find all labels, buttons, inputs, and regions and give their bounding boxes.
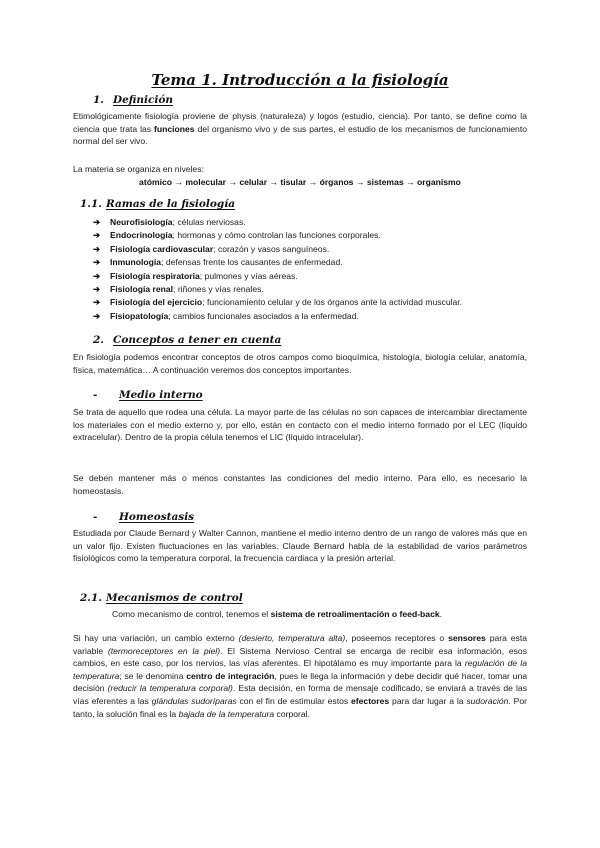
heading-bullet: - xyxy=(93,511,98,523)
arrow-icon: ➔ xyxy=(93,297,101,308)
heading-number: 1. xyxy=(93,94,104,106)
term-funciones: funciones xyxy=(154,123,195,134)
heading-label: Ramas de la fisiología xyxy=(106,198,236,210)
arrow-icon: ➔ xyxy=(93,217,101,227)
heading-medio-interno xyxy=(93,389,203,402)
heading-definicion xyxy=(93,94,173,107)
heading-mecanismos xyxy=(80,592,243,605)
term-centro-integracion: centro de integración xyxy=(186,670,275,681)
term-feedback: sistema de retroalimentación o feed-back xyxy=(270,609,440,619)
ramas-list xyxy=(93,216,523,323)
list-item: ➔ Neurofisiología; células nerviosas. xyxy=(93,217,246,227)
list-item: ➔ Fisiología cardiovascular; corazón y vasos sanguíneos. xyxy=(93,243,330,254)
arrow-icon: ➔ xyxy=(93,230,101,241)
arrow-icon: ➔ xyxy=(93,283,101,294)
heading-homeostasis xyxy=(93,511,194,524)
list-item: ➔ Endocrinología; hormonas y cómo controlan las funciones corporales. xyxy=(93,230,381,241)
niveles-chain: atómico → molecular → celular → tisular → órganos → sistemas → organismo xyxy=(139,177,461,187)
heading-label: Homeostasis xyxy=(119,511,195,523)
heading-label: Conceptos a tener en cuenta xyxy=(113,334,282,346)
heading-label: Medio interno xyxy=(119,389,203,401)
heading-conceptos xyxy=(93,334,281,347)
list-item: ➔ Fisiología del ejercicio; funcionamiento celular y de los órganos ante la actividad muscular. xyxy=(93,297,463,308)
homeostasis-paragraph: Estudiada por Claude Bernard y Walter Cannon, mantiene el medio interno dentro de un rango de valores más que en un valor fijo. Existen fluctuaciones en las variables. Claude Bernard habla de la estabilidad de varios parámetros fisiológicos como la temperatura corporal, la frecuencia cardiaca y la presión arterial. xyxy=(73,528,527,564)
mecanismos-intro: Como mecanismo de control, tenemos el sistema de retroalimentación o feed-back. xyxy=(112,609,443,619)
heading-bullet: - xyxy=(93,389,98,401)
list-item: ➔ Fisiología respiratoria; pulmones y vías aéreas. xyxy=(93,270,298,281)
mecanismos-paragraph: Si hay una variación, un cambio externo (desierto, temperatura alta), poseemos receptores o sensores para esta variable (termoreceptores en la piel). El Sistema Nervioso Central se encarga de recibir esa información, esos cambios, en este caso, por los nervios, las vías aferentes. El hipotálamo es muy importante para la regulación de la temperatura; se le denomina centro de integración, pues le llega la información y debe decidir qué hacer, tomar una decisión (reducir la temperatura corporal). Esta decisión, en forma de mensaje codificado, se enviará a través de las vías eferentes a las glándulas sudoríparas con el fin de estimular estos efectores para dar lugar a la sudoración. Por tanto, la solución final es la bajada de la temperatura corporal. xyxy=(73,633,528,719)
heading-label: Mecanismos de control xyxy=(106,592,243,604)
arrow-icon: ➔ xyxy=(93,310,101,321)
term-efectores: efectores xyxy=(351,695,390,706)
conceptos-paragraph: En fisiología podemos encontrar conceptos de otros campos como bioquímica, histología, biología celular, anatomía, física, matemática… A continuación veremos dos conceptos importantes. xyxy=(73,352,527,375)
heading-number: 2.1. xyxy=(80,592,102,604)
page-title: Tema 1. Introducción a la fisiología xyxy=(151,71,449,89)
heading-number: 2. xyxy=(93,334,104,346)
arrow-icon: ➔ xyxy=(93,257,101,268)
heading-label: Definición xyxy=(113,94,174,106)
heading-ramas xyxy=(80,198,235,211)
definicion-paragraph: Etimológicamente fisiología proviene de physis (naturaleza) y logos (estudio, ciencia). Por tanto, se define como la ciencia que trata las funciones del organismo vivo y de sus partes, el estudio de los mecanismos de funcionamiento normal del ser vivo. xyxy=(73,111,528,147)
heading-number: 1.1. xyxy=(80,198,102,210)
list-item: ➔ Inmunología; defensas frente los causantes de enfermedad. xyxy=(93,257,343,268)
list-item: ➔ Fisiología renal; riñones y vías renales. xyxy=(93,283,264,294)
niveles-intro: La materia se organiza en niveles: xyxy=(73,164,204,174)
arrow-icon: ➔ xyxy=(93,243,101,254)
term-sensores: sensores xyxy=(448,633,486,643)
medio-paragraph-2: Se deben mantener más o menos constantes las condiciones del medio interno. Para ello, es necesario la homeostasis. xyxy=(73,473,527,496)
list-item: ➔ Fisiopatología; cambios funcionales asociados a la enfermedad. xyxy=(93,310,359,321)
arrow-icon: ➔ xyxy=(93,270,101,281)
medio-paragraph-1: Se trata de aquello que rodea una célula. La mayor parte de las células no son capaces de intercambiar directamente los materiales con el medio externo y, por ello, están en contacto con el medio interno formado por el LEC (líquido extracelular). Dentro de la propia célula tenemos el LIC (líquido intracelular). xyxy=(73,407,527,443)
